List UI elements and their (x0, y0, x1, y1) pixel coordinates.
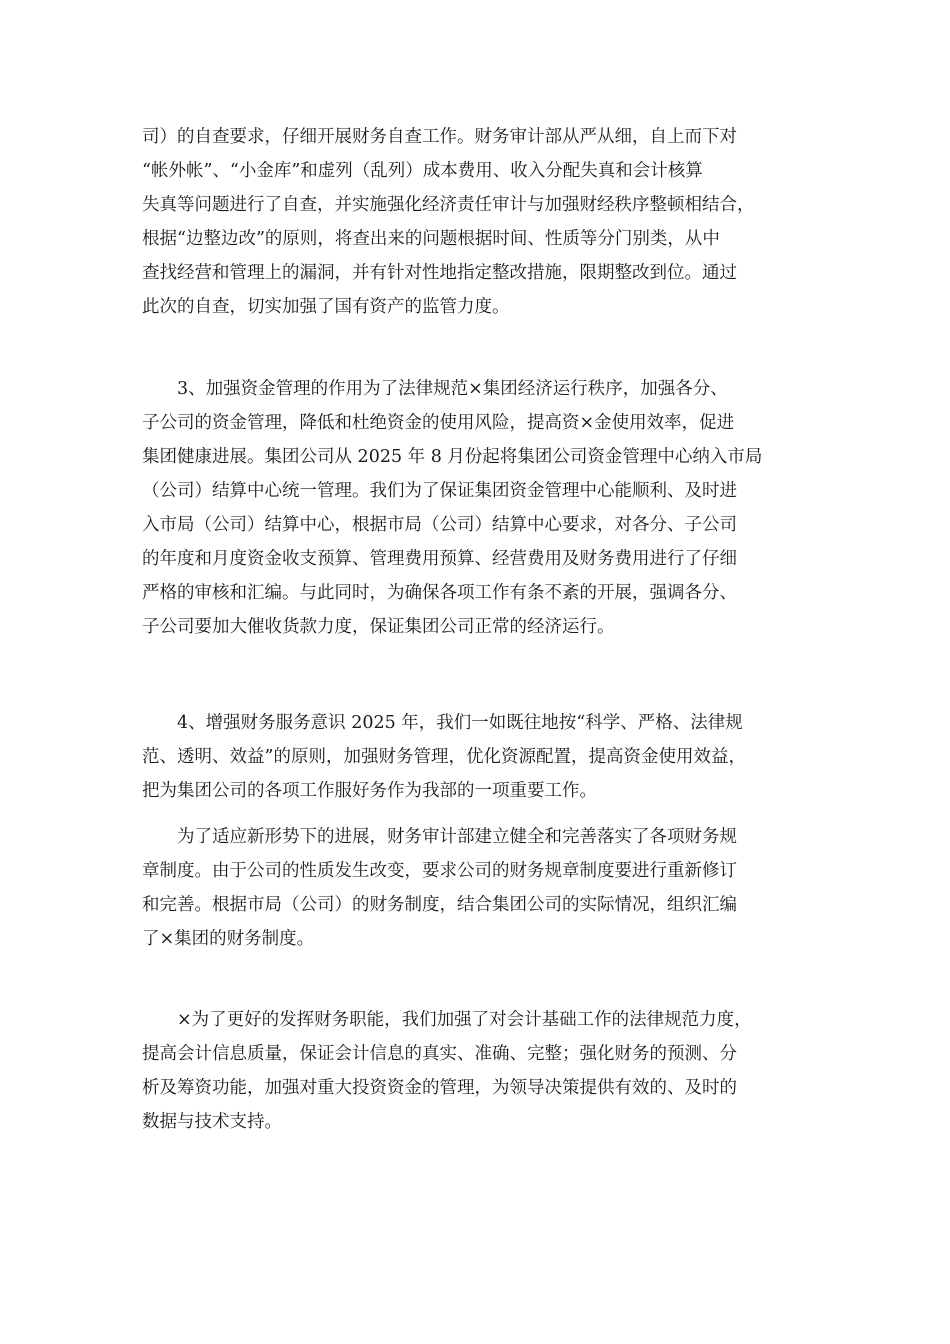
text-line: 此次的自查，切实加强了国有资产的监管力度。 (142, 297, 510, 317)
text-line: 的年度和月度资金收支预算、管理费用预算、经营费用及财务费用进行了仔细 (142, 549, 737, 569)
text-line: 范、透明、效益”的原则，加强财务管理，优化资源配置，提高资金使用效益， (142, 747, 746, 767)
text-line: 数据与技术支持。 (142, 1112, 282, 1132)
text-line: 子公司的资金管理，降低和杜绝资金的使用风险，提高资×金使用效率，促进 (142, 413, 735, 433)
text-line: 章制度。由于公司的性质发生改变，要求公司的财务规章制度要进行重新修订 (142, 861, 737, 881)
text-line: 把为集团公司的各项工作服好务作为我部的一项重要工作。 (142, 781, 597, 801)
text-line: 析及筹资功能，加强对重大投资资金的管理，为领导决策提供有效的、及时的 (142, 1078, 737, 1098)
text-line: 3、加强资金管理的作用为了法律规范×集团经济运行秩序，加强各分、 (142, 379, 728, 399)
text-line: 司）的自查要求，仔细开展财务自查工作。财务审计部从严从细，自上而下对 (142, 127, 737, 147)
text-line: 失真等问题进行了自查，并实施强化经济责任审计与加强财经秩序整顿相结合， (142, 195, 755, 215)
paragraph-regulations (142, 820, 822, 956)
paragraph-accounting-basics (142, 1003, 822, 1139)
text-line: 入市局（公司）结算中心，根据市局（公司）结算中心要求，对各分、子公司 (142, 515, 737, 535)
paragraph-self-inspection (142, 120, 822, 324)
text-line: ×为了更好的发挥财务职能，我们加强了对会计基础工作的法律规范力度， (142, 1010, 752, 1030)
text-line: 提高会计信息质量，保证会计信息的真实、准确、完整；强化财务的预测、分 (142, 1044, 737, 1064)
text-line: 4、增强财务服务意识 2025 年，我们一如既往地按“科学、严格、法律规 (142, 713, 743, 733)
text-line: 和完善。根据市局（公司）的财务制度，结合集团公司的实际情况，组织汇编 (142, 895, 737, 915)
text-line: 集团健康进展。集团公司从 2025 年 8 月份起将集团公司资金管理中心纳入市局 (142, 447, 763, 467)
text-line: 根据“边整边改”的原则，将查出来的问题根据时间、性质等分门别类，从中 (142, 229, 720, 249)
text-line: 查找经营和管理上的漏洞，并有针对性地指定整改措施，限期整改到位。通过 (142, 263, 737, 283)
text-line: 了×集团的财务制度。 (142, 929, 315, 949)
text-line: 严格的审核和汇编。与此同时，为确保各项工作有条不紊的开展，强调各分、 (142, 583, 737, 603)
text-line: 为了适应新形势下的进展，财务审计部建立健全和完善落实了各项财务规 (142, 827, 737, 847)
text-line: 子公司要加大催收货款力度，保证集团公司正常的经济运行。 (142, 617, 615, 637)
text-line: “帐外帐”、“小金库”和虚列（乱列）成本费用、收入分配失真和会计核算 (142, 161, 703, 181)
text-line: （公司）结算中心统一管理。我们为了保证集团资金管理中心能顺利、及时进 (142, 481, 737, 501)
paragraph-service-awareness (142, 706, 822, 808)
paragraph-fund-management (142, 372, 822, 644)
